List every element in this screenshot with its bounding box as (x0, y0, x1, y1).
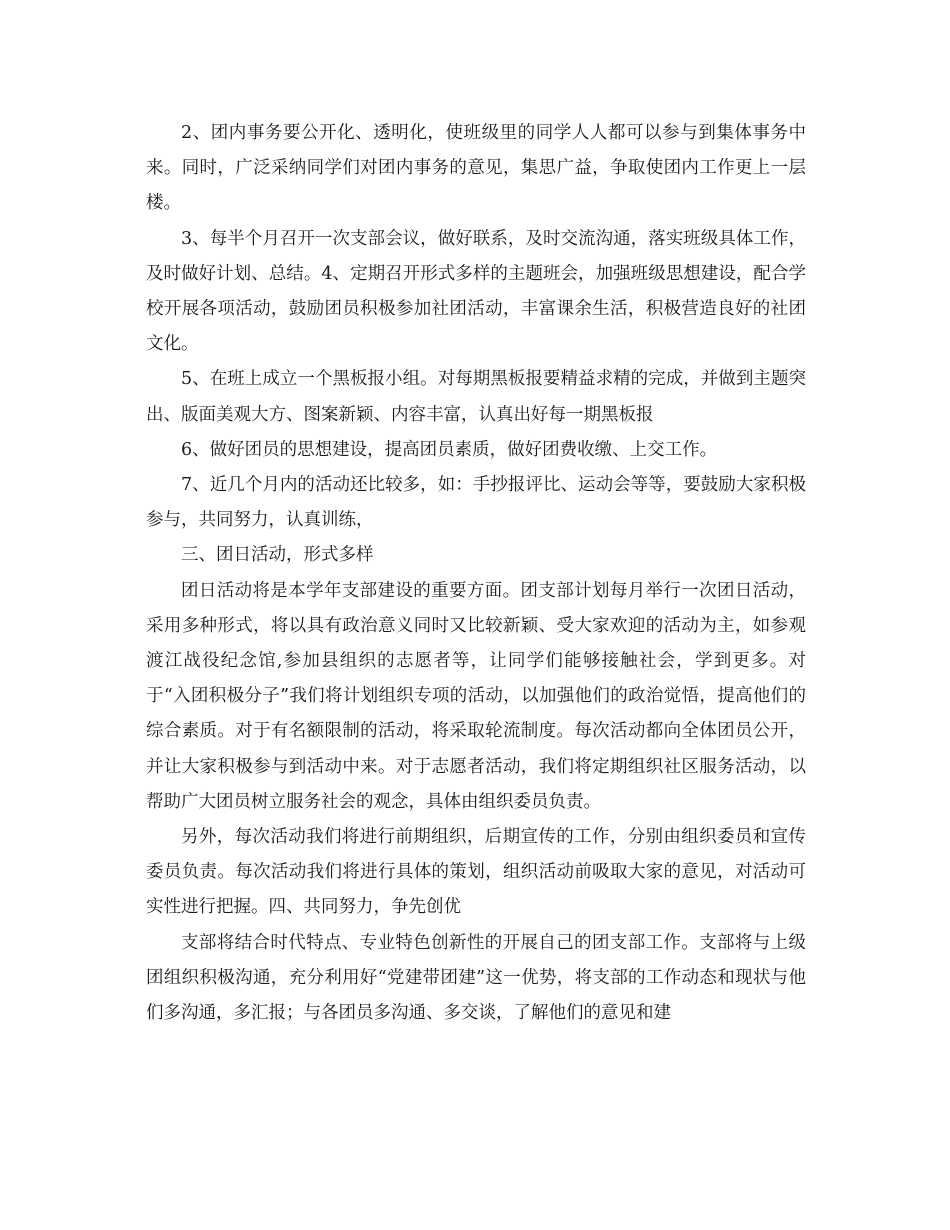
paragraph: 5、在班上成立一个黑板报小组。对每期黑板报要精益求精的完成，并做到主题突出、版面美观大方、图案新颖、内容丰富，认真出好每一期黑板报 (146, 369, 806, 425)
document-body (146, 116, 806, 1031)
paragraph: 团日活动将是本学年支部建设的重要方面。团支部计划每月举行一次团日活动，采用多种形式，将以具有政治意义同时又比较新颖、受大家欢迎的活动为主，如参观渡江战役纪念馆,参加县组织的志愿者等，让同学们能够接触社会，学到更多。对于“入团积极分子”我们将计划组织专项的活动，以加强他们的政治觉悟，提高他们的综合素质。对于有名额限制的活动，将采取轮流制度。每次活动都向全体团员公开，并让大家积极参与到活动中来。对于志愿者活动，我们将定期组织社区服务活动，以帮助广大团员树立服务社会的观念，具体由组织委员负责。 (146, 580, 806, 812)
paragraph: 另外，每次活动我们将进行前期组织，后期宣传的工作，分别由组织委员和宣传委员负责。每次活动我们将进行具体的策划，组织活动前吸取大家的意见，对活动可实性进行把握。四、共同努力，争先创优 (146, 827, 806, 918)
paragraph: 3、每半个月召开一次支部会议，做好联系，及时交流沟通，落实班级具体工作，及时做好计划、总结。4、定期召开形式多样的主题班会，加强班级思想建设，配合学校开展各项活动，鼓励团员积极参加社团活动，丰富课余生活，积极营造良好的社团文化。 (146, 228, 806, 355)
paragraph: 2、团内事务要公开化、透明化，使班级里的同学人人都可以参与到集体事务中来。同时，广泛采纳同学们对团内事务的意见，集思广益，争取使团内工作更上一层楼。 (146, 123, 806, 214)
section-heading: 三、团日活动，形式多样 (181, 545, 374, 566)
paragraph: 6、做好团员的思想建设，提高团员素质，做好团费收缴、上交工作。 (181, 439, 718, 460)
paragraph: 支部将结合时代特点、专业特色创新性的开展自己的团支部工作。支部将与上级团组织积极沟通，充分利用好“党建带团建”这一优势，将支部的工作动态和现状与他们多沟通，多汇报；与各团员多沟通、多交谈，了解他们的意见和建 (146, 932, 806, 1024)
paragraph: 7、近几个月内的活动还比较多，如：手抄报评比、运动会等等，要鼓励大家积极参与，共同努力，认真训练， (146, 475, 806, 531)
